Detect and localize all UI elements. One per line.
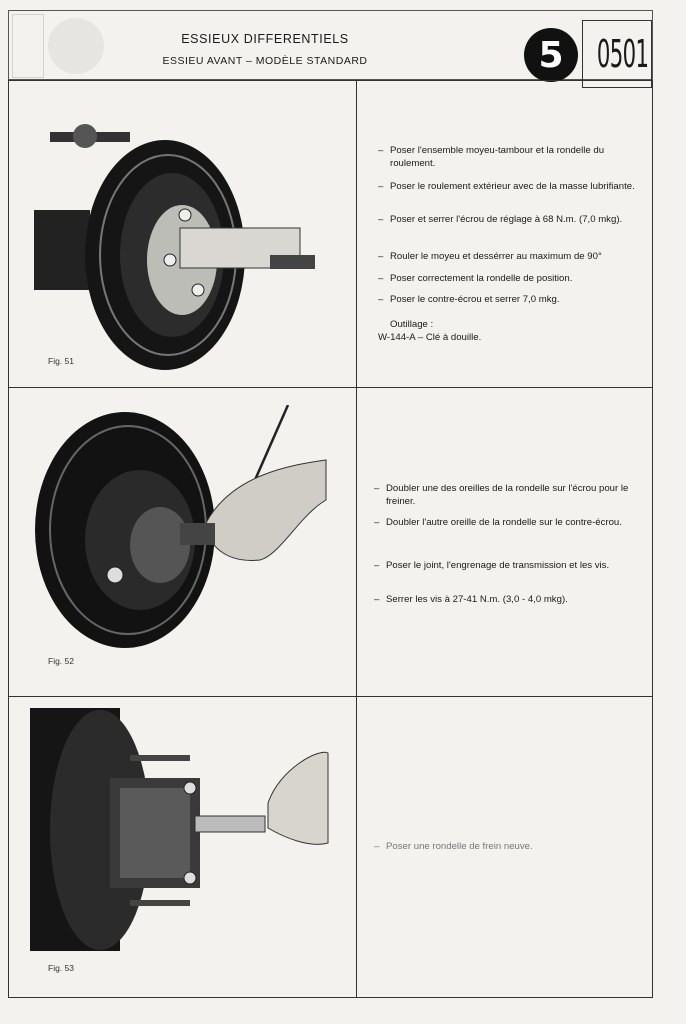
figure-51-caption: Fig. 51 <box>48 356 74 366</box>
figure-53-caption: Fig. 53 <box>48 963 74 973</box>
instruction-step: – Poser l'ensemble moyeu-tambour et la rondelle du roulement. <box>378 145 605 169</box>
tooling-value: W-144-A – Clé à douille. <box>378 332 482 343</box>
section-badge: 5 <box>524 28 578 82</box>
column-divider <box>356 80 357 998</box>
figure-52-washer-bending-photo <box>30 405 330 650</box>
page-subtitle: ESSIEU AVANT – MODÈLE STANDARD <box>162 55 368 67</box>
instruction-step: – Doubler l'autre oreille de la rondelle sur le contre-écrou. <box>374 517 622 528</box>
instruction-step: – Poser correctement la rondelle de position. <box>378 273 573 284</box>
figure-51-hub-drum-photo <box>30 110 320 375</box>
figure-52-caption: Fig. 52 <box>48 656 74 666</box>
instruction-step: – Doubler une des oreilles de la rondelle sur l'écrou pour le freiner. <box>374 483 629 507</box>
instruction-step: – Poser une rondelle de frein neuve. <box>374 841 533 852</box>
page-title: ESSIEUX DIFFERENTIELS <box>181 32 349 46</box>
instruction-step: – Poser le roulement extérieur avec de la masse lubrifiante. <box>378 181 635 192</box>
instruction-step: – Poser le joint, l'engrenage de transmission et les vis. <box>374 560 610 571</box>
instruction-step: – Poser le contre-écrou et serrer 7,0 mkg. <box>378 294 560 305</box>
figure-53-lock-washer-photo <box>30 708 330 953</box>
tooling-label: Outillage : <box>390 319 434 330</box>
row-divider-2 <box>8 696 653 697</box>
instruction-step: – Poser et serrer l'écrou de réglage à 68 N.m. (7,0 mkg). <box>378 214 623 225</box>
instruction-step: – Serrer les vis à 27-41 N.m. (3,0 - 4,0 mkg). <box>374 594 568 605</box>
instruction-step: – Rouler le moyeu et dessérrer au maximum de 90° <box>378 251 602 262</box>
page-code: 0501 <box>596 32 649 76</box>
row-divider-1 <box>8 387 653 388</box>
